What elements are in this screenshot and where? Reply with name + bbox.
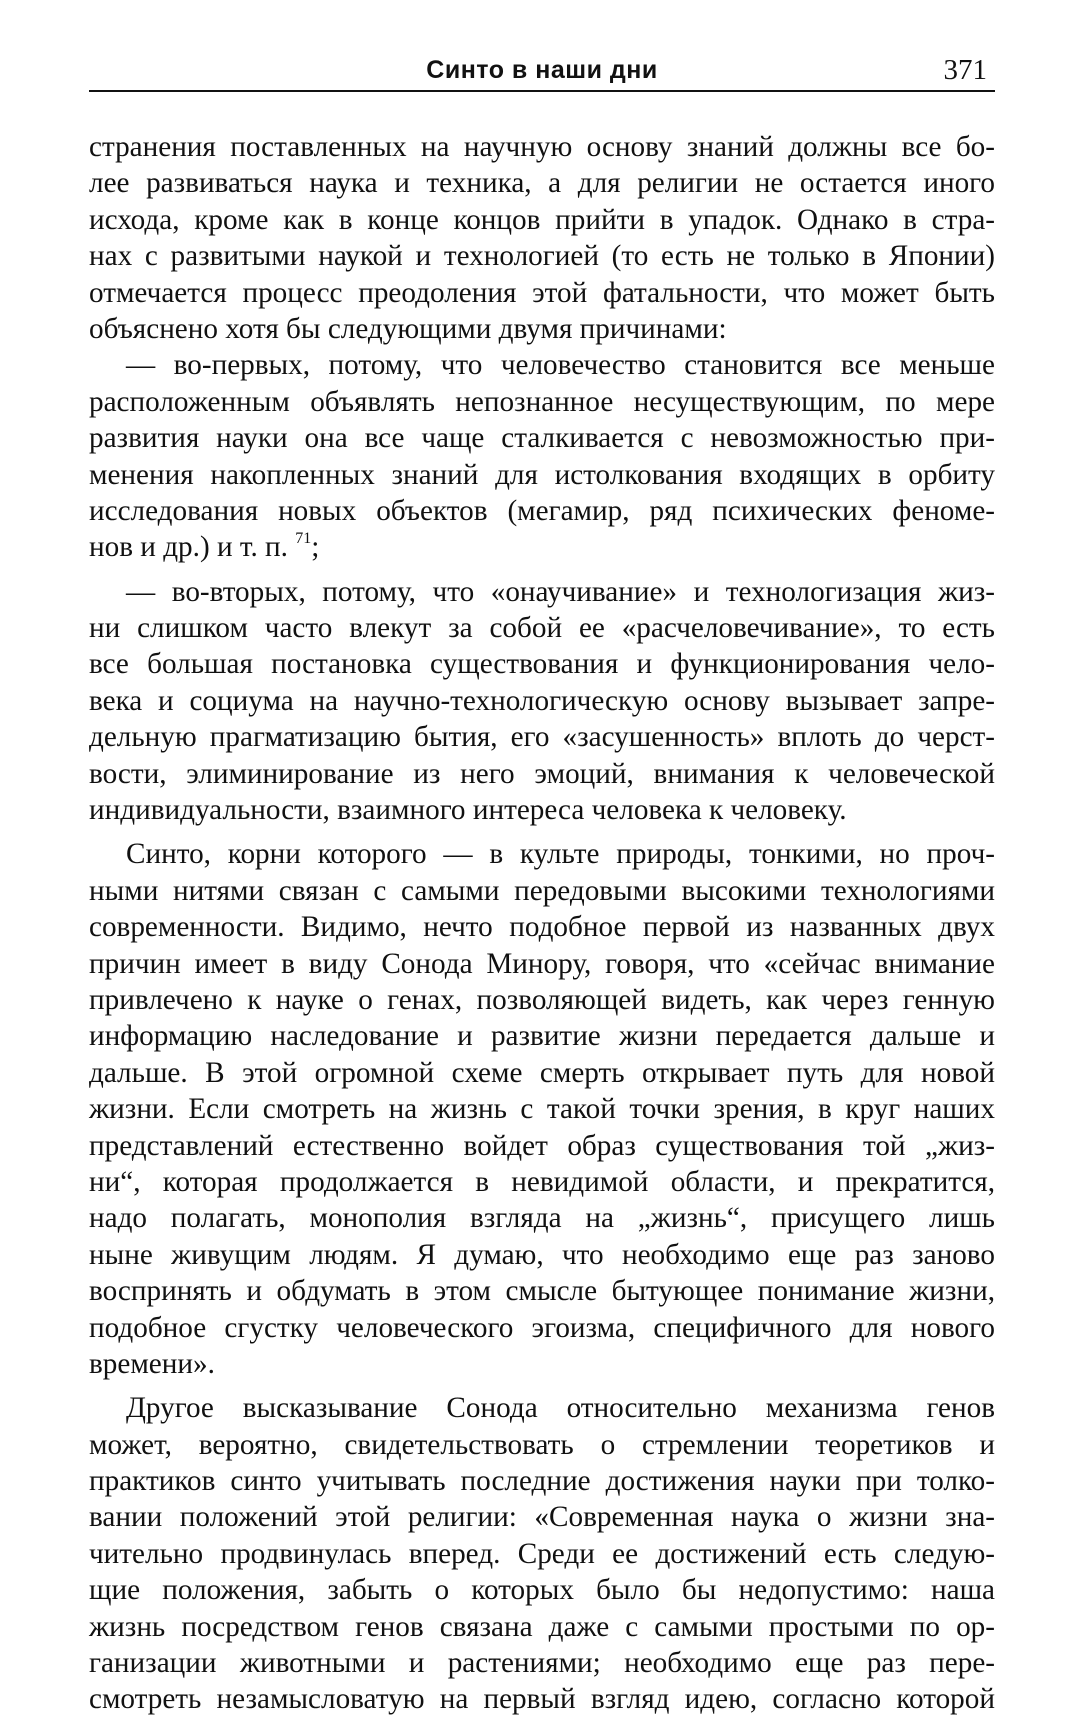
text-line	[89, 946, 995, 982]
line-text: — во-вторых, потому, что «онаучивание» и технологизация жиз-	[126, 575, 995, 608]
book-page	[89, 40, 995, 1718]
paragraph	[89, 347, 995, 565]
text-line	[89, 165, 995, 201]
text-line	[89, 238, 995, 274]
line-text: странения поставленных на научную основу знаний должны все бо-	[89, 131, 995, 163]
text-line	[89, 493, 995, 529]
text-line	[89, 1645, 995, 1681]
line-text: жизни. Если смотреть на жизнь с такой точки зрения, в круг наших	[89, 1093, 995, 1126]
text-line	[89, 1681, 995, 1717]
text-line	[89, 1463, 995, 1499]
line-text: исследования новых объектов (мегамир, ряд психических феноме-	[89, 494, 995, 527]
text-line	[89, 1164, 995, 1200]
paragraph-gap	[89, 566, 995, 574]
text-line	[89, 1128, 995, 1164]
text-line	[89, 1427, 995, 1463]
text-line	[89, 347, 995, 383]
text-line	[89, 202, 995, 238]
paragraph-gap	[89, 1382, 995, 1390]
text-line	[89, 457, 995, 493]
paragraph-gap	[89, 828, 995, 836]
body-text	[89, 129, 995, 1718]
line-text: нах с развитыми наукой и технологией (то есть не только в Японии)	[89, 240, 995, 273]
line-text: расположенным объявлять непознанное несуществующим, по мере	[89, 385, 995, 418]
line-text: — во-первых, потому, что человечество становится все меньше	[126, 349, 995, 382]
text-line	[89, 792, 995, 828]
line-text: современности. Видимо, нечто подобное первой из названных двух	[89, 911, 995, 944]
line-text: объяснено хотя бы следующими двумя причинами:	[89, 312, 727, 345]
text-line	[89, 719, 995, 755]
line-text: века и социума на научно-технологическую основу вызывает запре-	[89, 684, 995, 717]
line-text: причин имеет в виду Сонода Минору, говоря, что «сейчас внимание	[89, 947, 995, 980]
line-text: индивидуальности, взаимного интереса человека к человеку.	[89, 794, 847, 827]
text-line	[89, 1536, 995, 1572]
paragraph	[89, 129, 995, 347]
line-text: может, вероятно, свидетельствовать о стремлении теоретиков и	[89, 1428, 995, 1461]
line-text: лее развиваться наука и техника, а для религии не остается иного	[89, 167, 995, 200]
text-line	[89, 909, 995, 945]
text-line	[89, 683, 995, 719]
line-text: информацию наследование и развитие жизни передается дальше и	[89, 1020, 995, 1053]
text-line	[89, 420, 995, 456]
text-line	[89, 1572, 995, 1608]
line-text: представлений естественно войдет образ существования той „жиз-	[89, 1129, 995, 1162]
text-line	[89, 1346, 995, 1382]
footnote-reference[interactable]: 71	[295, 530, 312, 548]
running-title: Синто в наши дни	[426, 56, 658, 84]
text-line	[89, 1310, 995, 1346]
line-text: вании положений этой религии: «Современная наука о жизни зна-	[89, 1501, 995, 1534]
line-text: Синто, корни которого — в культе природы, тонкими, но проч-	[126, 838, 995, 871]
text-line	[89, 129, 995, 165]
line-text: жизнь посредством генов связана даже с самыми простыми по ор-	[89, 1610, 995, 1643]
text-line	[89, 275, 995, 311]
text-line	[89, 311, 995, 347]
text-line	[89, 1018, 995, 1054]
text-line	[89, 1200, 995, 1236]
footnote-trailing-punctuation: ;	[311, 531, 320, 564]
line-text: все большая постановка существования и функционирования чело-	[89, 648, 995, 681]
line-text: менения накопленных знаний для истолкования входящих в орбиту	[89, 458, 995, 491]
line-text: ганизации животными и растениями; необходимо еще раз пере-	[89, 1647, 995, 1680]
line-text: привлечено к науке о генах, позволяющей видеть, как через генную	[89, 983, 995, 1016]
paragraph	[89, 1390, 995, 1718]
line-text: дальше. В этой огромной схеме смерть открывает путь для новой	[89, 1056, 995, 1089]
text-line	[89, 1499, 995, 1535]
text-line	[89, 836, 995, 872]
line-text: чительно продвинулась вперед. Среди ее достижений есть следую-	[89, 1537, 995, 1570]
line-text: развития науки она все чаще сталкивается с невозможностью при-	[89, 422, 995, 455]
line-text: времени».	[89, 1347, 215, 1380]
line-text: смотреть незамысловатую на первый взгляд идею, согласно которой	[89, 1683, 995, 1716]
line-text: подобное сгустку человеческого эгоизма, специфичного для нового	[89, 1311, 995, 1344]
text-line	[89, 1609, 995, 1645]
line-text: отмечается процесс преодоления этой фатальности, что может быть	[89, 276, 995, 309]
text-line	[89, 610, 995, 646]
line-text: ными нитями связан с самыми передовыми высокими технологиями	[89, 874, 995, 907]
line-text: ни слишком часто влекут за собой ее «расчеловечивание», то есть	[89, 612, 995, 645]
line-text: исхода, кроме как в конце концов прийти в упадок. Однако в стра-	[89, 203, 995, 236]
text-line	[89, 384, 995, 420]
text-line	[89, 1237, 995, 1273]
running-header	[89, 40, 995, 92]
line-text: щие положения, забыть о которых было бы недопустимо: наша	[89, 1574, 995, 1607]
line-text: надо полагать, монополия взгляда на „жизнь“, присущего лишь	[89, 1202, 995, 1235]
text-line	[89, 873, 995, 909]
text-line	[89, 1390, 995, 1426]
text-line	[89, 1273, 995, 1309]
page-number: 371	[943, 54, 987, 86]
line-text: нов и др.) и т. п.	[89, 531, 296, 564]
line-text: воспринять и обдумать в этом смысле бытующее понимание жизни,	[89, 1275, 995, 1308]
line-text: практиков синто учитывать последние достижения науки при толко-	[89, 1465, 995, 1498]
text-line	[89, 574, 995, 610]
line-text: Другое высказывание Сонода относительно механизма генов	[126, 1392, 995, 1425]
line-text: ни“, которая продолжается в невидимой области, и прекратится,	[89, 1165, 995, 1198]
text-line	[89, 1091, 995, 1127]
line-text: дельную прагматизацию бытия, его «засушенность» вплоть до черст-	[89, 721, 995, 754]
text-line	[89, 646, 995, 682]
text-line	[89, 756, 995, 792]
line-text: вости, элиминирование из него эмоций, внимания к человеческой	[89, 757, 995, 790]
text-line	[89, 982, 995, 1018]
paragraph	[89, 836, 995, 1382]
line-text: ныне живущим людям. Я думаю, что необходимо еще раз заново	[89, 1238, 995, 1271]
paragraph	[89, 574, 995, 829]
text-line	[89, 529, 995, 565]
text-line	[89, 1055, 995, 1091]
